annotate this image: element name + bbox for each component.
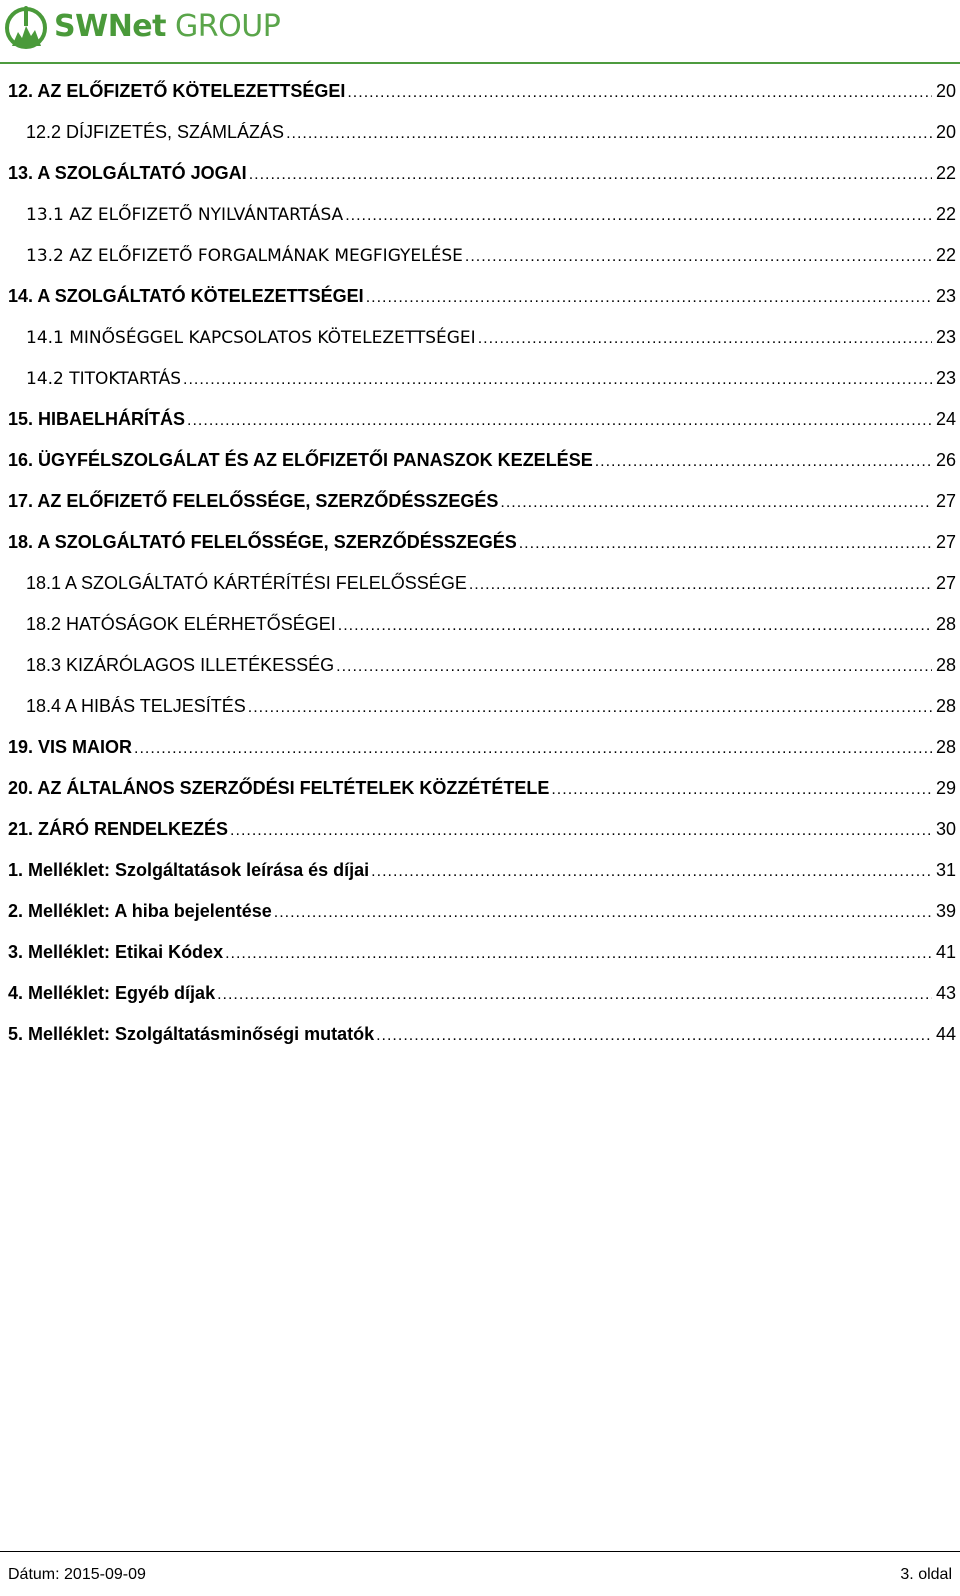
table-of-contents [8, 71, 956, 1055]
toc-leader-dots [286, 113, 932, 154]
toc-entry-page: 26 [935, 450, 956, 470]
toc-entry-title: 14.1 MINŐSÉGGEL KAPCSOLATOS KÖTELEZETTSÉGEI [26, 328, 476, 348]
toc-leader-dots [225, 933, 932, 974]
toc-entry-page: 30 [935, 819, 956, 839]
toc-entry-title: 17. AZ ELŐFIZETŐ FELELŐSSÉGE, SZERZŐDÉSSZEGÉS [8, 491, 499, 511]
toc-leader-dots [274, 892, 932, 933]
toc-leader-dots [249, 154, 932, 195]
toc-entry-page: 20 [935, 81, 956, 101]
toc-leader-dots [478, 318, 932, 359]
toc-entry[interactable] [8, 891, 956, 932]
toc-entry[interactable] [8, 481, 956, 522]
toc-entry[interactable] [8, 153, 956, 194]
toc-leader-dots [187, 400, 932, 441]
toc-leader-dots [217, 974, 932, 1015]
toc-entry-page: 41 [935, 942, 956, 962]
toc-leader-dots [134, 728, 932, 769]
toc-entry[interactable] [8, 604, 956, 645]
toc-entry[interactable] [8, 645, 956, 686]
toc-entry-title: 14. A SZOLGÁLTATÓ KÖTELEZETTSÉGEI [8, 286, 364, 306]
toc-entry-title: 13. A SZOLGÁLTATÓ JOGAI [8, 163, 247, 183]
toc-leader-dots [336, 646, 932, 687]
page-header [0, 0, 960, 62]
toc-entry-title: 2. Melléklet: A hiba bejelentése [8, 901, 272, 921]
toc-leader-dots [551, 769, 932, 810]
toc-entry[interactable] [8, 522, 956, 563]
toc-leader-dots [376, 1015, 932, 1056]
toc-entry-title: 1. Melléklet: Szolgáltatások leírása és díjai [8, 860, 370, 880]
toc-entry-title: 5. Melléklet: Szolgáltatásminőségi mutatók [8, 1024, 375, 1044]
footer-divider [0, 1551, 960, 1552]
toc-entry[interactable] [8, 727, 956, 768]
toc-entry[interactable] [8, 317, 956, 358]
toc-leader-dots [183, 359, 932, 400]
toc-entry[interactable] [8, 399, 956, 440]
toc-leader-dots [345, 195, 932, 236]
toc-entry-title: 19. VIS MAIOR [8, 737, 133, 757]
toc-entry[interactable] [8, 973, 956, 1014]
toc-entry-page: 39 [935, 901, 956, 921]
footer-date: Dátum: 2015-09-09 [8, 1566, 146, 1583]
toc-entry-page: 22 [935, 204, 956, 224]
toc-entry[interactable] [8, 850, 956, 891]
logo-text-regular: GROUP [175, 9, 281, 44]
toc-entry-title: 14.2 TITOKTARTÁS [26, 369, 182, 389]
toc-entry[interactable] [8, 768, 956, 809]
toc-entry[interactable] [8, 563, 956, 604]
toc-leader-dots [595, 441, 932, 482]
toc-entry-title: 18. A SZOLGÁLTATÓ FELELŐSSÉGE, SZERZŐDÉSSZEGÉS [8, 532, 517, 552]
toc-entry-title: 15. HIBAELHÁRÍTÁS [8, 409, 186, 429]
toc-entry-page: 23 [935, 327, 956, 347]
toc-entry-title: 18.1 A SZOLGÁLTATÓ KÁRTÉRÍTÉSI FELELŐSSÉGE [26, 573, 467, 593]
toc-entry-title: 12. AZ ELŐFIZETŐ KÖTELEZETTSÉGEI [8, 81, 346, 101]
header-divider [0, 62, 960, 64]
toc-entry-page: 27 [935, 573, 956, 593]
toc-entry-title: 18.4 A HIBÁS TELJESÍTÉS [26, 696, 246, 716]
logo-wordmark [54, 2, 280, 52]
toc-entry-title: 16. ÜGYFÉLSZOLGÁLAT ÉS AZ ELŐFIZETŐI PANASZOK KEZELÉSE [8, 450, 593, 470]
logo-text-bold: SWNet [54, 9, 166, 44]
toc-entry-page: 43 [935, 983, 956, 1003]
toc-entry-title: 21. ZÁRÓ RENDELKEZÉS [8, 819, 229, 839]
toc-entry[interactable] [8, 440, 956, 481]
toc-entry-title: 3. Melléklet: Etikai Kódex [8, 942, 224, 962]
toc-entry-title: 12.2 DÍJFIZETÉS, SZÁMLÁZÁS [26, 122, 285, 142]
toc-entry-page: 29 [935, 778, 956, 798]
toc-entry-page: 24 [935, 409, 956, 429]
toc-entry[interactable] [8, 358, 956, 399]
toc-leader-dots [469, 564, 932, 605]
toc-entry[interactable] [8, 194, 956, 235]
toc-entry-title: 20. AZ ÁLTALÁNOS SZERZŐDÉSI FELTÉTELEK KÖZZÉTÉTELE [8, 778, 550, 798]
toc-entry-page: 44 [935, 1024, 956, 1044]
toc-entry-page: 23 [935, 368, 956, 388]
toc-entry-page: 20 [935, 122, 956, 142]
toc-leader-dots [519, 523, 932, 564]
toc-entry-page: 31 [935, 860, 956, 880]
toc-entry[interactable] [8, 932, 956, 973]
toc-entry-page: 28 [935, 655, 956, 675]
toc-leader-dots [338, 605, 932, 646]
toc-entry-title: 13.1 AZ ELŐFIZETŐ NYILVÁNTARTÁSA [26, 205, 344, 225]
toc-entry[interactable] [8, 112, 956, 153]
footer-page-number: 3. oldal [900, 1566, 952, 1583]
toc-leader-dots [500, 482, 932, 523]
toc-leader-dots [366, 277, 932, 318]
toc-entry-title: 18.3 KIZÁRÓLAGOS ILLETÉKESSÉG [26, 655, 335, 675]
toc-entry-page: 22 [935, 163, 956, 183]
toc-leader-dots [248, 687, 932, 728]
toc-entry[interactable] [8, 235, 956, 276]
toc-leader-dots [347, 72, 932, 113]
toc-entry[interactable] [8, 276, 956, 317]
toc-entry-page: 28 [935, 614, 956, 634]
toc-leader-dots [230, 810, 932, 851]
toc-entry-page: 28 [935, 737, 956, 757]
toc-entry[interactable] [8, 809, 956, 850]
toc-entry-title: 13.2 AZ ELŐFIZETŐ FORGALMÁNAK MEGFIGYELÉSE [26, 246, 463, 266]
toc-entry[interactable] [8, 1014, 956, 1055]
toc-entry[interactable] [8, 686, 956, 727]
company-logo [4, 2, 280, 52]
toc-entry-page: 27 [935, 532, 956, 552]
toc-entry-page: 27 [935, 491, 956, 511]
toc-entry-page: 23 [935, 286, 956, 306]
toc-entry-title: 4. Melléklet: Egyéb díjak [8, 983, 216, 1003]
logo-icon [4, 2, 48, 52]
toc-leader-dots [371, 851, 932, 892]
toc-leader-dots [465, 236, 932, 277]
toc-entry[interactable] [8, 71, 956, 112]
toc-entry-page: 28 [935, 696, 956, 716]
toc-entry-title: 18.2 HATÓSÁGOK ELÉRHETŐSÉGEI [26, 614, 336, 634]
toc-entry-page: 22 [935, 245, 956, 265]
